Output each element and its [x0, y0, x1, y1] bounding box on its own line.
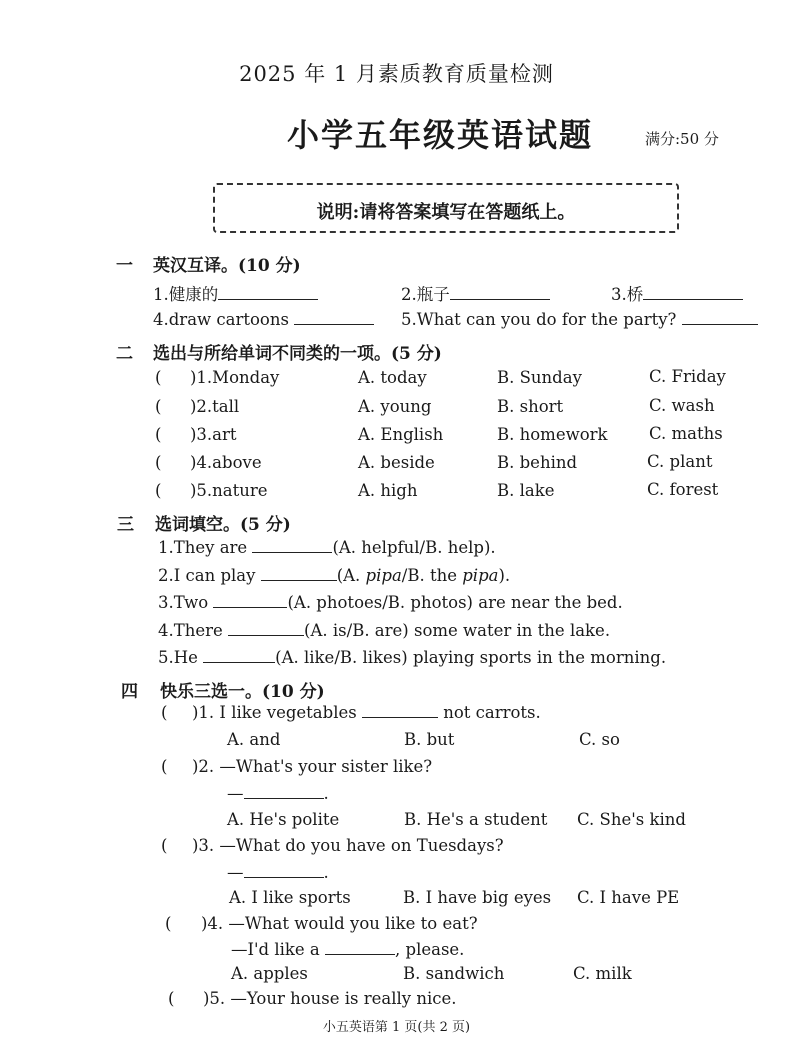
s2-option-c: C. forest [647, 480, 719, 499]
s1-q1 [153, 281, 318, 305]
section3-number: 三 [117, 515, 134, 535]
s4-q4-resp-pre: —I'd like a [231, 940, 320, 959]
s2-option-a: A. English [358, 425, 444, 444]
s2-option-b: B. behind [497, 453, 578, 472]
s3-q2 [158, 566, 510, 585]
s2-row-paren[interactable]: ( [155, 368, 162, 387]
s1-q3 [611, 281, 743, 305]
s4-q2-paren[interactable]: ( [161, 757, 168, 776]
s4-q3-option-a: A. I like sports [229, 888, 351, 907]
s4-q4-option-c: C. milk [573, 964, 632, 983]
main-title: 小学五年级英语试题 [287, 116, 594, 154]
section4-number: 四 [121, 682, 138, 702]
s4-q4-option-b: B. sandwich [403, 964, 505, 983]
s2-option-b: B. Sunday [497, 368, 582, 387]
s2-option-c: C. maths [649, 424, 723, 443]
answer-blank[interactable] [261, 566, 337, 581]
page-footer: 小五英语第 1 页(共 2 页) [322, 1020, 471, 1035]
s2-option-c: C. wash [649, 396, 715, 415]
answer-blank[interactable] [294, 310, 374, 325]
s3-q1-post: (A. helpful/B. help). [332, 538, 496, 557]
answer-blank[interactable] [203, 648, 275, 663]
s3-q2-end: ). [498, 566, 511, 585]
s3-q5-post: (A. like/B. likes) playing sports in the morning. [275, 648, 667, 667]
s4-q5-stem: )5. —Your house is really nice. [203, 989, 457, 1008]
s4-q1-stem-post: not carrots. [443, 703, 541, 722]
section4-title: 快乐三选一。(10 分) [160, 682, 325, 702]
s4-q4-stem: )4. —What would you like to eat? [201, 914, 478, 933]
s4-q3-paren[interactable]: ( [161, 836, 168, 855]
s3-q2-pre: 2.I can play [158, 566, 256, 585]
s4-q3-stem: )3. —What do you have on Tuesdays? [192, 836, 504, 855]
s2-row-question: )4.above [190, 453, 262, 472]
s2-row-question: )5.nature [190, 481, 268, 500]
s4-q2-stem: )2. —What's your sister like? [192, 757, 433, 776]
section1-number: 一 [116, 256, 133, 276]
answer-blank[interactable] [643, 285, 743, 300]
s4-q1-option-c: C. so [579, 730, 620, 749]
s4-q1-stem [192, 703, 541, 722]
answer-blank[interactable] [218, 285, 318, 300]
s3-q1-pre: 1.They are [158, 538, 248, 557]
s3-q2-b: /B. the [401, 566, 463, 585]
exam-title: 2025 年 1 月素质教育质量检测 [239, 62, 554, 86]
s2-row-question: )2.tall [190, 397, 240, 416]
s2-row-paren[interactable]: ( [155, 425, 162, 444]
s4-q1-option-b: B. but [404, 730, 455, 749]
s4-q1-option-a: A. and [227, 730, 281, 749]
s4-q3-dash: — [227, 863, 244, 882]
s2-row-paren[interactable]: ( [155, 397, 162, 416]
s2-option-b: B. homework [497, 425, 608, 444]
s4-q2-option-a: A. He's polite [227, 810, 340, 829]
s3-q5 [158, 648, 666, 667]
s3-q2-a-word: pipa [365, 566, 402, 585]
answer-blank[interactable] [450, 285, 550, 300]
s1-q1-text: 1.健康的 [153, 285, 219, 304]
s4-q4-option-a: A. apples [231, 964, 308, 983]
s4-q4-resp-post: , please. [395, 940, 465, 959]
answer-blank[interactable] [244, 863, 324, 878]
answer-blank[interactable] [252, 538, 332, 553]
s4-q2-dash: — [227, 784, 244, 803]
section3-title: 选词填空。(5 分) [155, 515, 291, 535]
s3-q2-b-word: pipa [462, 566, 499, 585]
s2-option-a: A. today [358, 368, 427, 387]
s4-q3-option-b: B. I have big eyes [403, 888, 552, 907]
notice-text: 说明:请将答案填写在答题纸上。 [316, 202, 576, 223]
s2-option-b: B. short [497, 397, 564, 416]
section2-title: 选出与所给单词不同类的一项。(5 分) [153, 344, 442, 364]
answer-blank[interactable] [362, 703, 438, 718]
s4-q1-stem-pre: )1. I like vegetables [192, 703, 357, 722]
s3-q3-post: (A. photoes/B. photos) are near the bed. [287, 593, 623, 612]
answer-blank[interactable] [244, 784, 324, 799]
s3-q2-a: (A. [336, 566, 366, 585]
s4-q4-paren[interactable]: ( [165, 914, 172, 933]
s2-row-paren[interactable]: ( [155, 481, 162, 500]
s4-q3-option-c: C. I have PE [577, 888, 680, 907]
s2-option-a: A. beside [358, 453, 435, 472]
answer-blank[interactable] [325, 940, 395, 955]
s1-q3-text: 3.桥 [611, 285, 644, 304]
s2-option-a: A. high [358, 481, 418, 500]
s1-q4-text: 4.draw cartoons [153, 310, 289, 329]
s1-q2 [401, 281, 550, 305]
s4-q2-response [227, 784, 329, 803]
s2-option-a: A. young [358, 397, 432, 416]
s4-q3-end: . [323, 863, 329, 882]
full-score: 满分:50 分 [645, 130, 719, 148]
answer-blank[interactable] [682, 310, 758, 325]
s4-q1-paren[interactable]: ( [161, 703, 168, 722]
s1-q5 [401, 310, 758, 329]
s1-q4 [153, 310, 374, 329]
section2-number: 二 [116, 344, 133, 364]
s4-q2-option-c: C. She's kind [577, 810, 686, 829]
s3-q4 [158, 621, 610, 640]
answer-blank[interactable] [213, 593, 287, 608]
s1-q5-text: 5.What can you do for the party? [401, 310, 677, 329]
s4-q3-response [227, 863, 329, 882]
s4-q2-end: . [323, 784, 329, 803]
s4-q5-paren[interactable]: ( [168, 989, 175, 1008]
answer-blank[interactable] [228, 621, 304, 636]
s3-q3-pre: 3.Two [158, 593, 209, 612]
s2-row-paren[interactable]: ( [155, 453, 162, 472]
s3-q5-pre: 5.He [158, 648, 198, 667]
s3-q4-post: (A. is/B. are) some water in the lake. [304, 621, 611, 640]
s1-q2-text: 2.瓶子 [401, 285, 450, 304]
s2-row-question: )1.Monday [190, 368, 280, 387]
s2-option-c: C. Friday [649, 367, 726, 386]
s2-row-question: )3.art [190, 425, 237, 444]
s2-option-c: C. plant [647, 452, 713, 471]
s4-q2-option-b: B. He's a student [404, 810, 548, 829]
section1-title: 英汉互译。(10 分) [153, 256, 301, 276]
s3-q3 [158, 593, 623, 612]
s2-option-b: B. lake [497, 481, 555, 500]
s4-q4-response [231, 940, 464, 959]
s3-q1 [158, 538, 496, 557]
s3-q4-pre: 4.There [158, 621, 223, 640]
